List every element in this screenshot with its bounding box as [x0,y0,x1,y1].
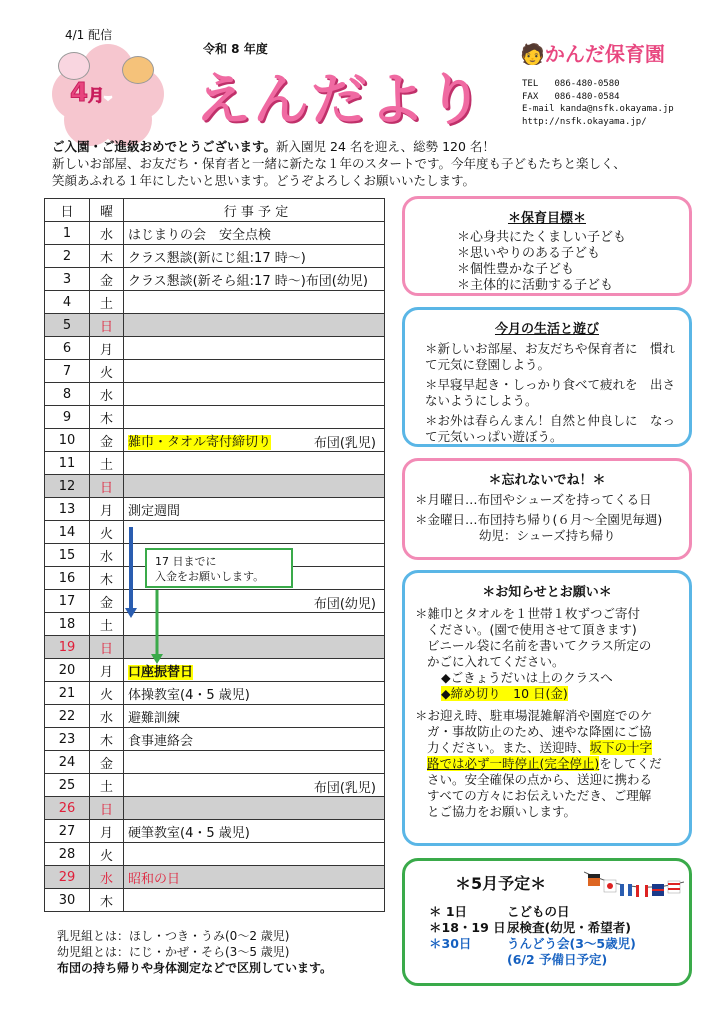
event-text: 硬筆教室(4・5 歳児) [128,825,250,841]
col-events: 行 事 予 定 [124,199,385,222]
event-text: 雑巾・タオル寄付締切り [128,434,272,450]
event-text: 昭和の日 [128,871,181,887]
row-weekday: 木 [90,406,124,429]
life-item: ＊お外は春らんまん！自然と仲良しに なって元気いっぱい遊ぼう。 [425,413,676,444]
row-day: 28 [45,843,90,866]
row-day: 23 [45,728,90,751]
deadline: ◆締め切り 10 日(金) [441,686,568,701]
row-day: 20 [45,659,90,682]
event-text: クラス懇談(新そら組:17 時～)布団(幼児) [128,273,368,289]
contact-fax: FAX 086-480-0584 [522,91,620,102]
row-weekday: 火 [90,360,124,383]
reminder-item: ＊金曜日…布団持ち帰り(６月～全園児毎週) [415,512,663,527]
event-text: はじまりの会 安全点検 [128,227,272,243]
row-weekday: 火 [90,843,124,866]
row-day: 13 [45,498,90,521]
row-day: 15 [45,544,90,567]
may-box: ＊5月予定＊ ＊ 1日 こどもの日 ＊18・19 日 尿検査(幼児・希望者) ＊30日 うんどう会(3～5歳児) (6/2 予備日予定) [402,858,692,986]
row-weekday: 月 [90,820,124,843]
event-text: 食事連絡会 [128,733,194,749]
notice-box: ＊お知らせとお願い＊ ＊雑巾とタオルを１世帯１枚ずつご寄付 ください。(園で使用させて頂きます) ビニール袋に名前を書いてクラス所定の かごに入れてください。 ◆ごきょうだいは上のクラスへ ◆締め切り 10 日(金) ＊お迎え時、駐車場混雑解消や園庭でのケ ガ・事故防止のため、速やな降園にご協 力ください。また、送迎時、坂下の十字 路では必ず一時停止(完全停止)をしてくだ さい。安全確保の点から、送迎に携わる すべての方々にお伝えいただき、ご理解 とご協力をお願いします。 [402,570,692,846]
row-weekday: 水 [90,705,124,728]
reminder-box [402,458,692,560]
event-text: 測定週間 [128,503,181,519]
row-day: 11 [45,452,90,475]
row-day: 7 [45,360,90,383]
payment-note: 17 日までに 入金をお願いします。 [145,548,293,588]
reminder-title: ＊忘れないでね！＊ [488,473,606,488]
life-title: 今月の生活と遊び [494,322,599,337]
goal-item: ＊主体的に活動する子ども [457,278,614,293]
row-weekday: 金 [90,751,124,774]
row-day: 10 [45,429,90,452]
row-weekday: 金 [90,268,124,291]
row-weekday: 月 [90,659,124,682]
row-weekday: 木 [90,728,124,751]
row-weekday: 土 [90,613,124,636]
row-day: 25 [45,774,90,797]
row-day: 5 [45,314,90,337]
event-text: 口座振替日 [128,664,194,680]
green-arrow-head [151,654,163,664]
fiscal-year: 令和 8 年度 [203,42,268,56]
row-day: 29 [45,866,90,889]
row-weekday: 水 [90,383,124,406]
life-box [402,307,692,447]
row-day: 17 [45,590,90,613]
row-weekday: 水 [90,544,124,567]
row-day: 8 [45,383,90,406]
may-title: ＊5月予定＊ [455,874,547,893]
row-weekday: 水 [90,866,124,889]
blue-arrow-head [125,608,137,618]
life-item: ＊早寝早起き・しっかり食べて疲れを 出さないようにしよう。 [425,377,676,408]
contact-url[interactable]: http://nsfk.okayama.jp/ [522,116,647,127]
row-day: 19 [45,636,90,659]
row-day: 22 [45,705,90,728]
row-weekday: 日 [90,797,124,820]
distribution-date: 4/1 配信 [65,28,113,42]
event-text: 体操教室(4・5 歳児) [128,687,250,703]
row-day: 4 [45,291,90,314]
reminder-item: ＊月曜日…布団やシューズを持ってくる日 [415,492,652,507]
row-weekday: 土 [90,774,124,797]
row-weekday: 金 [90,590,124,613]
event-text: クラス懇談(新にじ組:17 時～) [128,250,306,266]
intro-text: ご入園・ご進級おめでとうございます。新入園児 24 名を迎え、総勢 120 名！ 新しいお部屋、お友だち・保育者と一緒に新たな１年のスタートです。今年度も子どもたちと楽しく、 笑顔あふれる１年にしたいと思います。どうぞよろしくお願いいたします。 [52,139,626,188]
row-weekday: 木 [90,567,124,590]
page-title: えんだより [195,68,485,133]
row-day: 18 [45,613,90,636]
row-weekday: 日 [90,314,124,337]
contact-tel: TEL 086-480-0580 [522,79,620,89]
col-day: 日 [45,199,90,222]
row-weekday: 木 [90,889,124,912]
life-item: ＊新しいお部屋、お友だちや保育者に 慣れて元気に登園しよう。 [425,341,676,372]
row-weekday: 月 [90,498,124,521]
logo: 🧑‍かんだ保育園 [520,42,665,66]
col-weekday: 曜 [90,199,124,222]
reminder-item: 幼児：シューズ持ち帰り [479,528,616,543]
row-day: 21 [45,682,90,705]
row-day: 14 [45,521,90,544]
row-weekday: 火 [90,521,124,544]
row-day: 26 [45,797,90,820]
event-right-text: 布団(幼児) [313,597,376,612]
row-weekday: 火 [90,682,124,705]
row-weekday: 月 [90,337,124,360]
goals-title: ＊保育目標＊ [507,211,586,226]
row-weekday: 日 [90,475,124,498]
row-day: 27 [45,820,90,843]
row-day: 24 [45,751,90,774]
row-day: 2 [45,245,90,268]
contact-email[interactable]: E-mail kanda@nsfk.okayama.jp [522,104,674,114]
goal-item: ＊個性豊かな子ども [457,262,575,277]
flags-icon [584,866,684,906]
month-label: 4月 [70,78,105,108]
row-day: 6 [45,337,90,360]
event-text: 避難訓練 [128,710,181,726]
row-day: 1 [45,222,90,245]
row-weekday: 土 [90,452,124,475]
goal-item: ＊心身共にたくましい子ども [457,230,627,245]
notice-title: ＊お知らせとお願い＊ [482,585,612,600]
logo-icon: 🧑‍ [520,42,545,66]
footnote: 乳児組とは：ほし・つき・うみ(0～2 歳児) 幼児組とは：にじ・かぜ・そら(3～5 歳児) 布団の持ち帰りや身体測定などで区別しています。 [57,929,333,975]
goals-box [402,196,692,296]
row-day: 12 [45,475,90,498]
goal-item: ＊思いやりのある子ども [457,246,601,261]
row-day: 30 [45,889,90,912]
row-weekday: 土 [90,291,124,314]
row-weekday: 水 [90,222,124,245]
row-day: 9 [45,406,90,429]
row-day: 16 [45,567,90,590]
event-right-text: 布団(乳児) [313,436,376,451]
event-right-text: 布団(乳児) [313,781,376,796]
row-day: 3 [45,268,90,291]
row-weekday: 金 [90,429,124,452]
row-weekday: 日 [90,636,124,659]
row-weekday: 木 [90,245,124,268]
